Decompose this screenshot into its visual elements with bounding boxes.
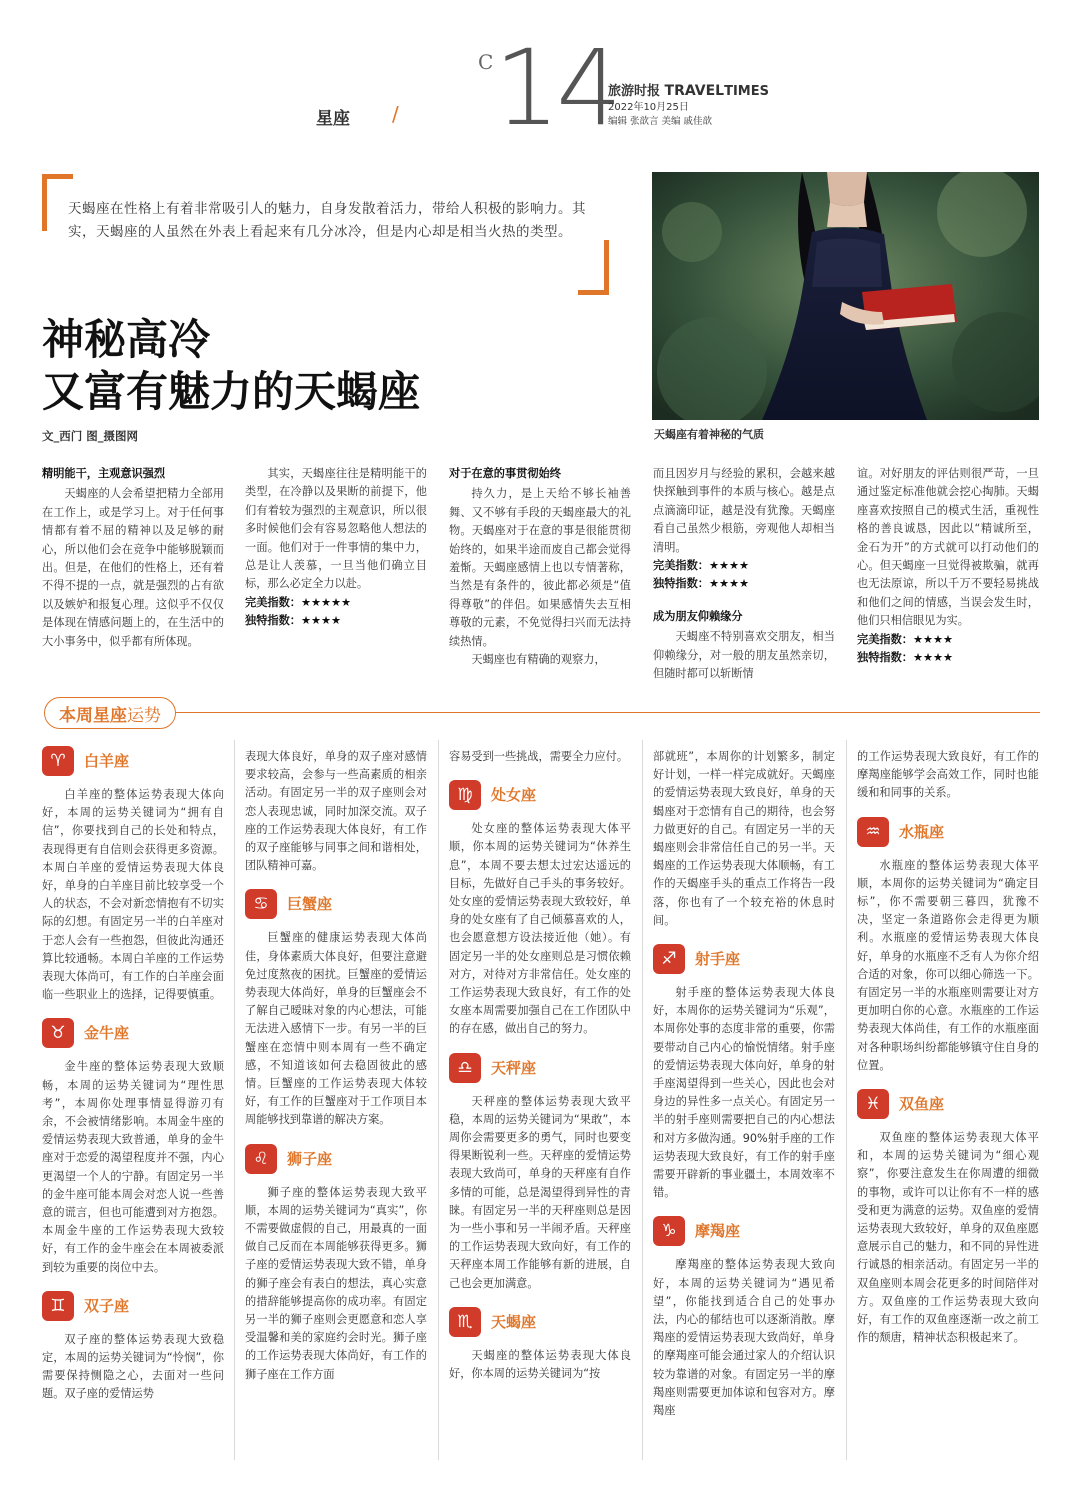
- ram-icon: ♈: [42, 746, 74, 776]
- libra-text: 天秤座的整体运势表现大致平稳，本周的运势关键词为“果敢”，本周你会需要更多的勇气，同时也要变得果断锐利一些。天秤座的爱情运势表现大致尚可，单身的天秤座有自作多情的可能，总是渴望得到异性的青睐。有固定另一半的天秤座则总是因为一些小事和另一半闹矛盾。天秤座的工作运势表现大致向好，有工作的天秤座本周工作能够有新的进展，自己也会更加满意。: [449, 1094, 631, 1290]
- aries-name: 白羊座: [84, 751, 130, 770]
- cancer-name: 巨蟹座: [287, 895, 333, 914]
- taurus-text: 金牛座的整体运势表现大致顺畅，本周的运势关键词为“理性思考”，本周你处理事情显得游刃有余，不会被情绪影响。本周金牛座的爱情运势表现大致普通，单身的金牛座对于恋爱的渴望程度并不强，内心更渴望一个人的宁静。有固定另一半的金牛座可能本周会对恋人说一些善意的谎言，但也可能遭到对方抱怨。本周金牛座的工作运势表现大致较好，有工作的金牛座会在本周被委派到较为重要的岗位中去。: [42, 1060, 224, 1274]
- article-subhead-3: 成为朋友仰赖缘分: [653, 609, 743, 623]
- article-paragraph: 天蝎座的人会希望把精力全部用在工作上，或是学习上。对于任何事情都有着不屈的精神以及足够的耐心，所以他们会在竞争中能够脱颖而出。但是，在他们的性格上，还有着不得不提的一点，就是强烈的占有欲以及嫉妒和报复心理。这似乎不仅仅是体现在情感问题上的，在生活中的大小事务中，似乎都有所体现。: [42, 487, 224, 648]
- horoscope-column-2: [245, 748, 427, 1398]
- gemini-name: 双子座: [84, 1296, 130, 1315]
- scorpio-text: 天蝎座的整体运势表现大体良好，你本周的运势关键词为“按: [449, 1348, 631, 1381]
- paper-name-en: TIMES: [724, 84, 769, 99]
- page-letter: C: [478, 50, 494, 74]
- sagittarius-text: 射手座的整体运势表现大体良好，本周你的运势关键词为“乐观”，本周你处事的态度非常的重要，你需要带动自己内心的愉悦情绪。射手座的爱情运势表现大体向好，单身的射手座渴望得到一些关心，因此也会对身边的异性多一点关心。有固定另一半的射手座则需要把自己的内心想法和对方多做沟通。90%射手座的工作运势表现大致良好，有工作的射手座需要开辟新的事业疆土，本周效率不错。: [653, 986, 835, 1200]
- gemini-heading: [42, 1291, 224, 1321]
- twins-icon: ♊: [42, 1291, 74, 1321]
- goat-icon: ♑: [653, 1216, 685, 1246]
- article-paragraph: 天蝎座也有精确的观察力，: [471, 653, 606, 667]
- scorpio-name: 天蝎座: [491, 1312, 537, 1331]
- archer-icon: ♐: [653, 944, 685, 974]
- column-divider: [234, 740, 235, 1460]
- quote-bracket-bottom-right: [578, 240, 609, 295]
- sagittarius-name: 射手座: [695, 949, 741, 968]
- fish-icon: ♓: [857, 1089, 889, 1119]
- pisces-heading: [857, 1089, 1039, 1119]
- aquarius-text: 水瓶座的整体运势表现大体平顺，本周你的运势关键词为“确定目标”，你不需要朝三暮四，犹豫不决，坚定一条道路你会走得更为顺利。水瓶座的爱情运势表现大体良好，单身的水瓶座不乏有人为你介绍合适的对象，你可以细心筛选一下。有固定另一半的水瓶座则需要让对方更加明白你的心意。水瓶座的工作运势表现大体尚佳，有工作的水瓶座面对各种职场纠纷都能够镇守住自身的位置。: [857, 858, 1039, 1072]
- article-column-2: [245, 465, 427, 631]
- horoscope-column-1: [42, 742, 224, 1418]
- aquarius-name: 水瓶座: [899, 822, 945, 841]
- scorpio-text-cont: 部就班”，本周你的计划繁多，制定好计划，一样一样完成就好。天蝎座的爱情运势表现大致良好，单身的天蝎座对于恋情有自己的期待，也会努力做更好的自己。有固定另一半的天蝎座则会非常信任自己的另一半。天蝎座的工作运势表现大体顺畅，有工作的天蝎座手头的重点工作将告一段落，你也有了一个较充裕的休息时间。: [653, 750, 835, 927]
- unique-rating: 独特指数：★★★★: [857, 651, 954, 665]
- article-subhead-2: 对于在意的事贯彻始终: [449, 467, 561, 480]
- libra-name: 天秤座: [491, 1058, 537, 1077]
- feature-photo: [652, 172, 1039, 420]
- article-paragraph: 天蝎座不特别喜欢交朋友，相当仰赖缘分，对一般的朋友虽然亲切，但随时都可以斩断情: [653, 630, 835, 681]
- capricorn-text-cont: 的工作运势表现大致良好，有工作的摩羯座能够学会高效工作，同时也能缓和和同事的关系。: [857, 750, 1039, 800]
- scales-icon: ♎: [449, 1053, 481, 1083]
- article-column-3: [449, 465, 631, 669]
- unique-rating: 独特指数：★★★★: [245, 614, 342, 628]
- crab-icon: ♋: [245, 889, 277, 919]
- capricorn-text: 摩羯座的整体运势表现大致向好，本周的运势关键词为“遇见希望”，你能找到适合自己的处事办法，内心的郁结也可以逐渐消散。摩羯座的爱情运势表现大致尚好，单身的摩羯座可能会通过家人的介绍认识较为靠谱的对象。有固定另一半的摩羯座则需要更加体谅和包容对方。摩羯座: [653, 1258, 835, 1418]
- leo-name: 狮子座: [287, 1149, 333, 1168]
- banner-rule: [44, 712, 1040, 713]
- aries-heading: [42, 746, 224, 776]
- capricorn-name: 摩羯座: [695, 1222, 741, 1241]
- photo-woman-in-forest: [652, 172, 1039, 420]
- maiden-icon: ♍: [449, 780, 481, 810]
- weekly-horoscope-banner: [44, 697, 176, 729]
- lion-icon: ♌: [245, 1144, 277, 1174]
- perfect-rating: 完美指数：★★★★★: [245, 595, 352, 609]
- virgo-name: 处女座: [491, 786, 537, 805]
- article-paragraph: 持久力，是上天给不够长袖善舞、又不够有手段的天蝎座最大的礼物。天蝎座对于在意的事是很能贯彻始终的，如果半途而废自己都会觉得羞惭。天蝎座感情上也以专情著称，当然是有条件的，彼此都必须是“值得尊敬”的伴侣。如果感情失去互相尊敬的元素，不免觉得扫兴而无法持续热情。: [449, 487, 631, 648]
- article-paragraph: 其实，天蝎座往往是精明能干的类型，在冷静以及果断的前提下，他们有着较为强烈的主观意识，所以很多时候他们会有容易忽略他人想法的一面。他们对于一件事情的集中力，总是让人羡慕，一旦当他们确立目标，那么必定全力以赴。: [245, 467, 427, 591]
- leo-heading: [245, 1144, 427, 1174]
- leo-text-cont: 容易受到一些挑战，需要全力应付。: [449, 750, 629, 763]
- headline: [42, 314, 602, 418]
- article-paragraph: 而且因岁月与经验的累积，会越来越快探触到事件的本质与核心。越是点点滴滴印证，越是没有犹豫。天蝎座看自己虽然少根筋，旁观他人却相当清明。: [653, 467, 835, 554]
- gemini-text-cont: 表现大体良好，单身的双子座对感情要求较高，会参与一些高素质的相亲活动。有固定另一半的双子座则会对恋人表现忠诚，同时加深交流。双子座的工作运势表现大体良好，有工作的双子座能够与同事之间和谐相处，团队精神可嘉。: [245, 750, 427, 873]
- horoscope-column-4: [653, 748, 835, 1434]
- section-slash: /: [392, 102, 399, 126]
- section-name: 星座: [316, 109, 350, 129]
- article-column-5: [857, 465, 1039, 667]
- column-divider: [438, 740, 439, 1460]
- paper-name: [608, 80, 769, 99]
- virgo-text: 处女座的整体运势表现大体平顺，你本周的运势关键词为“休养生息”，本周不要去想太过宏达遥远的目标，先做好自己手头的事务较好。处女座的爱情运势表现大致较好，单身的处女座有了自己倾慕喜欢的人，也会愿意想方设法接近他（她）。有固定另一半的处女座则总是习惯依赖对方，对待对方非常信任。处女座的工作运势表现大致良好，有工作的处女座本周需要加强自己在工作团队中的存在感，做出自己的努力。: [449, 822, 631, 1036]
- horoscope-column-5: [857, 748, 1039, 1361]
- editors: 编辑 张歆言 美编 戚佳歆: [608, 116, 713, 127]
- cancer-heading: [245, 889, 427, 919]
- libra-heading: [449, 1053, 631, 1083]
- issue-date: 2022年10月25日: [608, 102, 689, 113]
- virgo-heading: [449, 780, 631, 810]
- unique-rating: 独特指数：★★★★: [653, 577, 750, 591]
- pisces-text: 双鱼座的整体运势表现大体平和，本周的运势关键词为“细心观察”，你要注意发生在你周遭的细微的事物，或许可以让你有不一样的感受和更为满意的运势。双鱼座的爱情运势表现大致较好，单身的双鱼座愿意展示自己的魅力，和不同的异性进行诚恳的相亲活动。有固定另一半的双鱼座则本周会花更多的时间陪伴对方。双鱼座的工作运势表现大致向好，有工作的双鱼座逐渐一改之前工作的颓唐，精神状态积极起来了。: [857, 1131, 1039, 1345]
- sagittarius-heading: [653, 944, 835, 974]
- aquarius-heading: [857, 817, 1039, 847]
- taurus-heading: [42, 1018, 224, 1048]
- banner-thin: 运势: [127, 705, 161, 726]
- pisces-name: 双鱼座: [899, 1094, 945, 1113]
- article-column-1: [42, 465, 224, 651]
- scorpion-icon: ♏: [449, 1307, 481, 1337]
- photo-caption: 天蝎座有着神秘的气质: [654, 428, 764, 441]
- headline-line-2: 又富有魅力的天蝎座: [42, 367, 421, 416]
- paper-name-en-bold: TRAVEL: [664, 83, 725, 99]
- capricorn-heading: [653, 1216, 835, 1246]
- banner-bold: 本周星座: [59, 705, 127, 726]
- scorpio-heading: [449, 1307, 631, 1337]
- page-number: 14: [494, 27, 619, 149]
- leo-text: 狮子座的整体运势表现大致平顺，本周的运势关键词为“真实”，你不需要做虚假的自己，用最真的一面做自己反而在本周能够获得更多。狮子座的爱情运势表现大致不错，单身的狮子座会有表白的想法，真心实意的措辞能够提高你的成功率。有固定另一半的狮子座则会更愿意和恋人享受温馨和美的家庭约会时光。狮子座的工作运势表现大体尚好，有工作的狮子座在工作方面: [245, 1185, 427, 1381]
- cancer-text: 巨蟹座的健康运势表现大体尚佳，身体素质大体良好，但要注意避免过度熬夜的困扰。巨蟹座的爱情运势表现大体尚好，单身的巨蟹座会不了解自己暧昧对象的内心想法，可能无法进入感情下一步。有另一半的巨蟹座在恋情中则本周有一些不确定感，不知道该如何去稳固彼此的感情。巨蟹座的工作运势表现大体较好，有工作的巨蟹座对于工作项目本周能够找到靠谱的解决方案。: [245, 931, 427, 1127]
- perfect-rating: 完美指数：★★★★: [857, 632, 954, 646]
- article-paragraph: 谊。对好朋友的评估则很严苛，一旦通过鉴定标准他就会挖心掏肺。天蝎座喜欢按照自己的模式生活，重视性格的善良诚恳，因此以“精诚所至，金石为开”的方式就可以打动他们的心。但天蝎座一旦觉得被欺骗，就再也无法原谅，所以千万不要轻易挑战和他们之间的情感，当误会发生时，他们只相信眼见为实。: [857, 467, 1039, 628]
- article-column-4: [653, 465, 835, 683]
- perfect-rating: 完美指数：★★★★: [653, 559, 750, 573]
- article-subhead-1: 精明能干，主观意识强烈: [42, 467, 166, 480]
- gemini-text: 双子座的整体运势表现大致稳定，本周的运势关键词为“怜悯”，你需要保持恻隐之心，去面对一些问题。双子座的爱情运势: [42, 1332, 224, 1401]
- taurus-name: 金牛座: [84, 1024, 130, 1043]
- column-divider: [846, 740, 847, 1460]
- headline-line-1: 神秘高冷: [42, 315, 211, 364]
- column-divider: [642, 740, 643, 1460]
- paper-name-cn: 旅游时报: [608, 84, 661, 99]
- intro-quote: 天蝎座在性格上有着非常吸引人的魅力，自身发散着活力，带给人积极的影响力。其实，天蝎座的人虽然在外表上看起来有几分冰冷，但是内心却是相当火热的类型。: [68, 201, 586, 240]
- horoscope-column-3: [449, 748, 631, 1397]
- water-bearer-icon: ♒: [857, 817, 889, 847]
- aries-text: 白羊座的整体运势表现大体向好，本周的运势关键词为“拥有自信”，你要找到自己的长处和特点，表现得更有自信则会获得更多资源。本周白羊座的爱情运势表现大体良好，单身的白羊座目前比较享受一个人的状态，不会对新恋情抱有不切实际的幻想。有固定另一半的白羊座对于恋人会有一些抱怨，但彼此沟通还算比较通畅。本周白羊座的工作运势表现大体尚可，有工作的白羊座会面临一些职业上的选择，记得要慎重。: [42, 788, 224, 1002]
- byline: 文_西门 图_摄图网: [42, 429, 139, 443]
- bull-icon: ♉: [42, 1018, 74, 1048]
